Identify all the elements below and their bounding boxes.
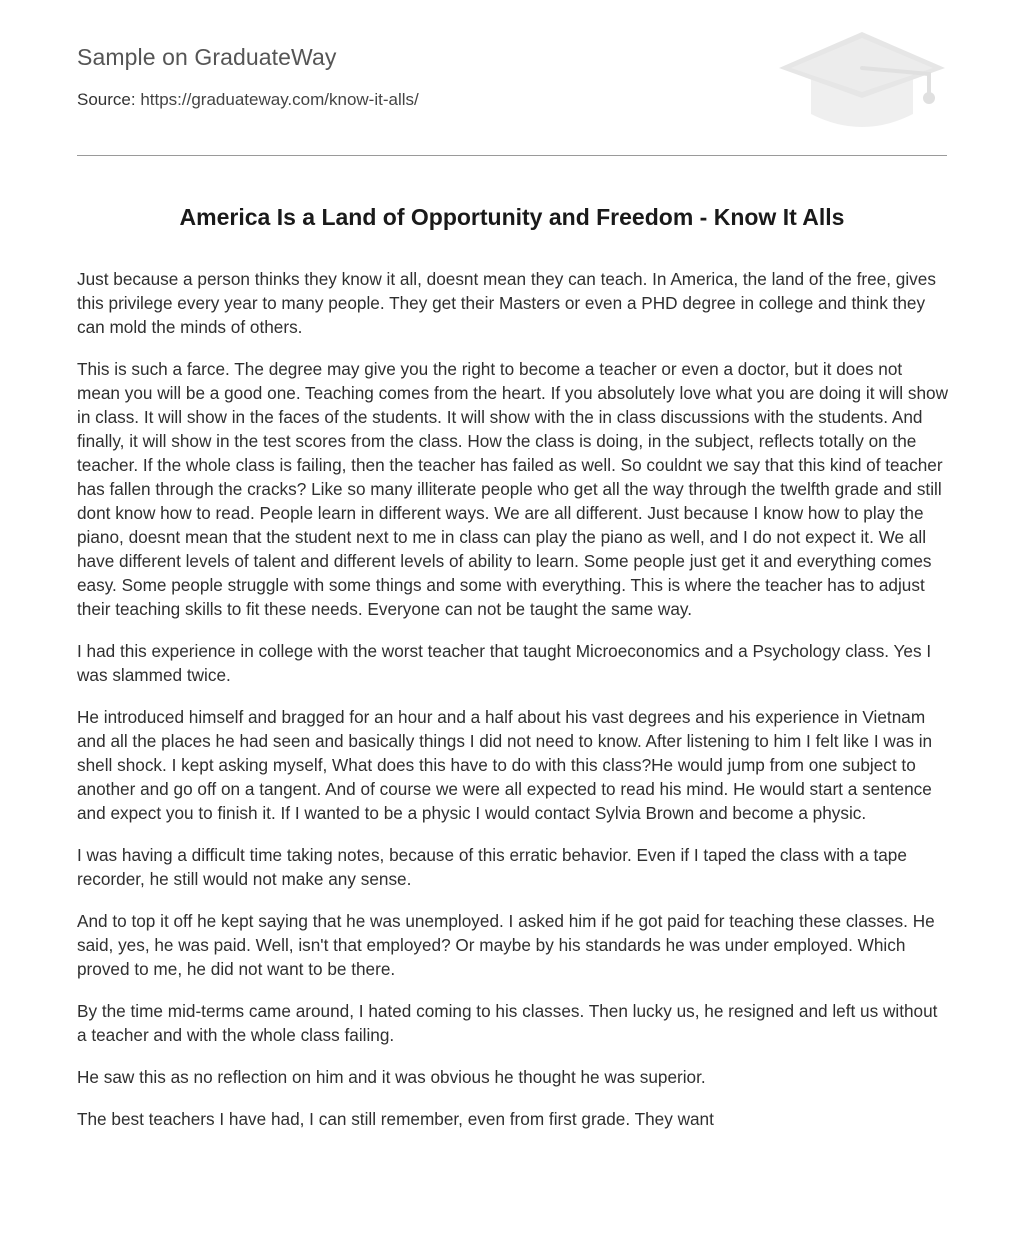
- article-body: [77, 267, 949, 1149]
- site-title: Sample on GraduateWay: [77, 44, 337, 70]
- paragraph: He saw this as no reflection on him and it was obvious he thought he was superior.: [77, 1067, 706, 1087]
- paragraph: And to top it off he kept saying that he was unemployed. I asked him if he got paid for teaching these classes. He said, yes, he was paid. Well, isn't that employed? Or maybe by his standards he was under employed. Which proved to me, he did not want to be there.: [77, 911, 935, 979]
- header-divider: [77, 155, 947, 156]
- graduation-cap-icon: [777, 28, 947, 136]
- source-link[interactable]: https://graduateway.com/know-it-alls/: [140, 90, 419, 109]
- paragraph: This is such a farce. The degree may give you the right to become a teacher or even a doctor, but it does not mean you will be a good one. Teaching comes from the heart. If you absolutely love what you are doing it will show in class. It will show in the faces of the students. It will show with the in class discussions with the students. And finally, it will show in the test scores from the class. How the class is doing, in the subject, reflects totally on the teacher. If the whole class is failing, then the teacher has failed as well. So couldnt we say that this kind of teacher has fallen through the cracks? Like so many illiterate people who get all the way through the twelfth grade and still dont know how to read. People learn in different ways. We are all different. Just because I know how to play the piano, doesnt mean that the student next to me in class can play the piano as well, and I do not expect it. We all have different levels of talent and different levels of ability to learn. Some people just get it and everything comes easy. Some people struggle with some things and some with everything. This is where the teacher has to adjust their teaching skills to fit these needs. Everyone can not be taught the same way.: [77, 359, 949, 619]
- paragraph: I was having a difficult time taking notes, because of this erratic behavior. Even if I taped the class with a tape recorder, he still would not make any sense.: [77, 845, 907, 889]
- page-header: [77, 0, 947, 156]
- paragraph: By the time mid-terms came around, I hated coming to his classes. Then lucky us, he resigned and left us without a teacher and with the whole class failing.: [77, 1001, 938, 1045]
- source-label: Source:: [77, 90, 136, 109]
- source-line: [77, 90, 419, 110]
- paragraph: He introduced himself and bragged for an hour and a half about his vast degrees and his experience in Vietnam and all the places he had seen and basically things I did not need to know. After listening to him I felt like I was in shell shock. I kept asking myself, What does this have to do with this class?He would jump from one subject to another and go off on a tangent. And of course we were all expected to read his mind. He would start a sentence and expect you to finish it. If I wanted to be a physic I would contact Sylvia Brown and become a physic.: [77, 707, 933, 823]
- article-title: America Is a Land of Opportunity and Freedom - Know It Alls: [179, 204, 845, 230]
- paragraph: I had this experience in college with the worst teacher that taught Microeconomics and a Psychology class. Yes I was slammed twice.: [77, 641, 932, 685]
- paragraph: Just because a person thinks they know it all, doesnt mean they can teach. In America, the land of the free, gives this privilege every year to many people. They get their Masters or even a PHD degree in college and think they can mold the minds of others.: [77, 269, 936, 337]
- paragraph: The best teachers I have had, I can still remember, even from first grade. They want: [77, 1109, 714, 1129]
